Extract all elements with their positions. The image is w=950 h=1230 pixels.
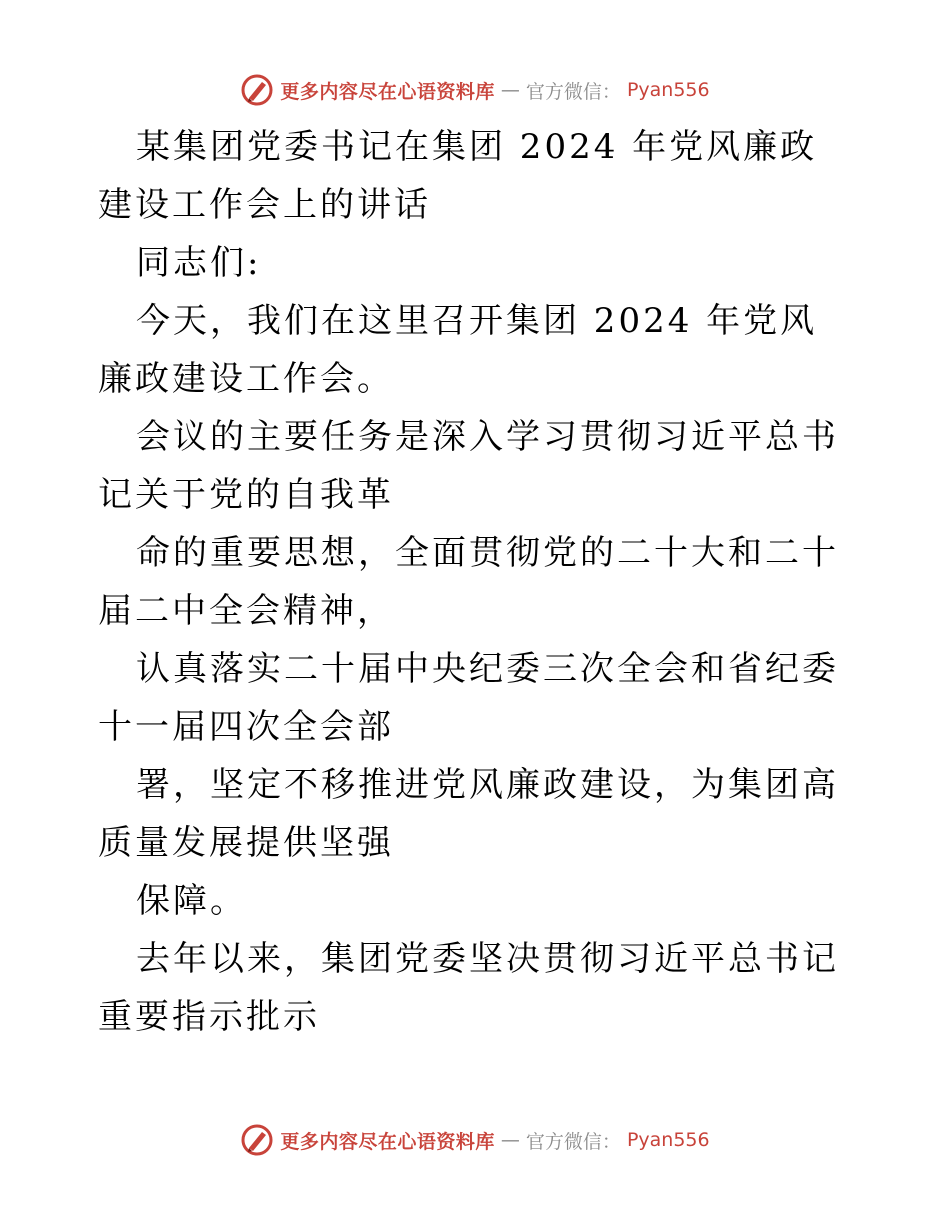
watermark-middle-text: 官方微信： [525,80,621,103]
salutation: 同志们: [136,243,262,283]
watermark-lead-text: 更多内容尽在心语资料库 [280,80,495,103]
watermark-account-id: Pyan556 [626,79,710,101]
footer-watermark [0,1120,950,1160]
paragraph: 命的重要思想，全面贯彻党的二十大和二十届二中全会精神， [98,533,839,631]
paragraph: 去年以来，集团党委坚决贯彻习近平总书记重要指示批示 [98,939,839,1037]
watermark-middle-text: 官方微信： [525,1130,621,1153]
pen-seal-icon [240,73,274,107]
paragraph: 会议的主要任务是深入学习贯彻习近平总书记关于党的自我革 [98,417,839,515]
paragraph: 保障。 [136,881,247,921]
watermark-dash: — [500,79,520,101]
paragraph: 认真落实二十届中央纪委三次全会和省纪委十一届四次全会部 [98,649,839,747]
document-title: 某集团党委书记在集团 2024 年党风廉政建设工作会上的讲话 [98,127,818,225]
paragraph: 今天，我们在这里召开集团 2024 年党风廉政建设工作会。 [98,301,818,399]
watermark-dash: — [500,1129,520,1151]
watermark-lead-text: 更多内容尽在心语资料库 [280,1130,495,1153]
paragraph: 署，坚定不移推进党风廉政建设，为集团高质量发展提供坚强 [98,765,839,863]
header-watermark [0,70,950,110]
pen-seal-icon [240,1123,274,1157]
watermark-account-id: Pyan556 [626,1129,710,1151]
document-body [98,118,853,1046]
